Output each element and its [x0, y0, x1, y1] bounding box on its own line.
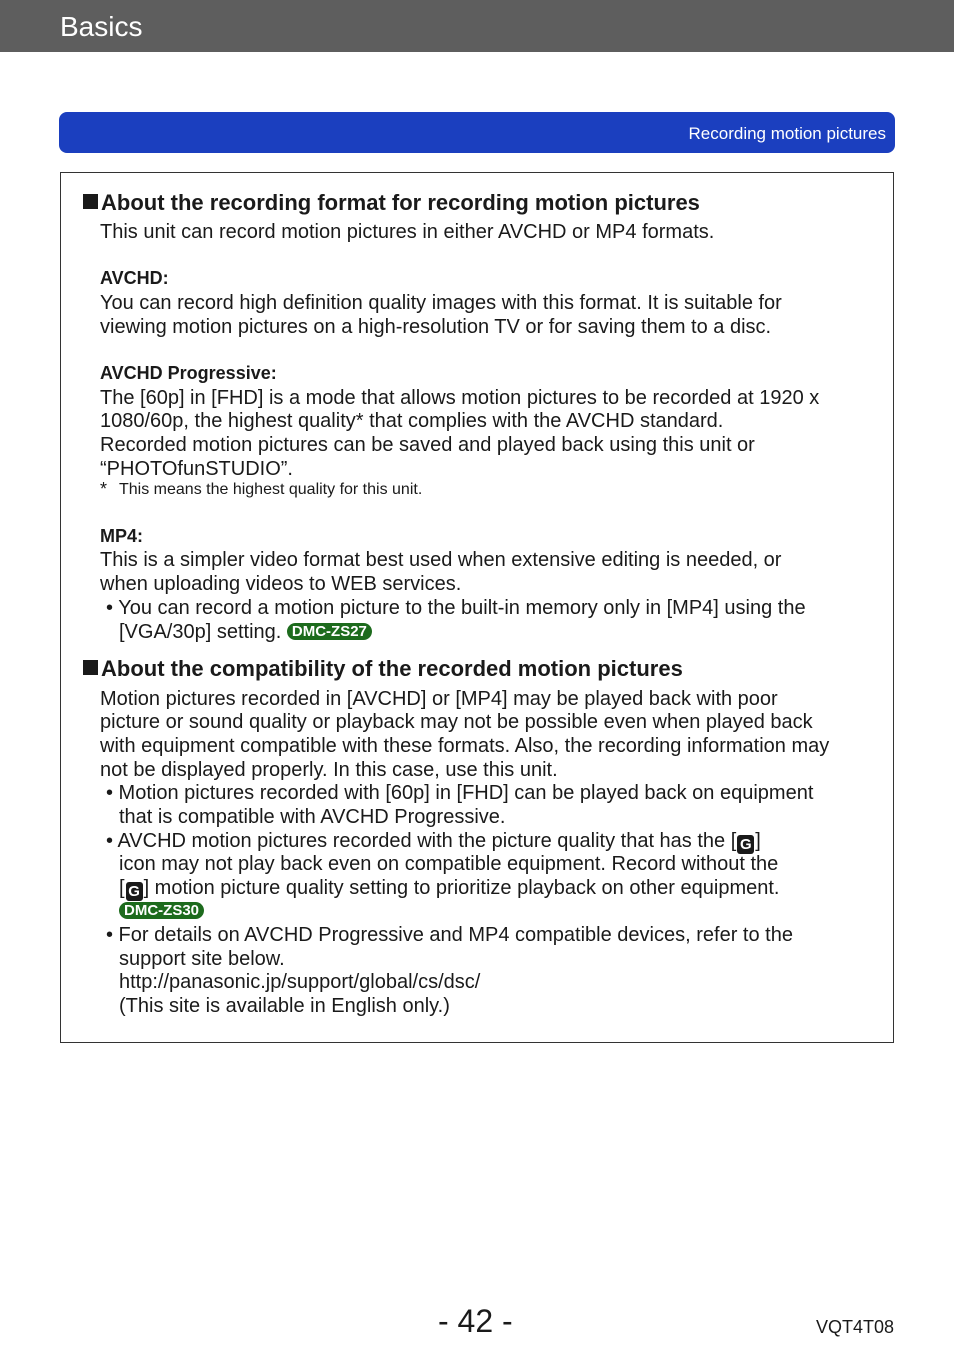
- mp4-bullet-cont: [VGA/30p] setting. DMC-ZS27: [119, 622, 372, 642]
- compat-heading: About the compatibility of the recorded motion pictures: [83, 658, 683, 680]
- support-url[interactable]: http://panasonic.jp/support/global/cs/dsc/: [119, 971, 481, 993]
- avchd-line: viewing motion pictures on a high-resolution TV or for saving them to a disc.: [100, 316, 772, 338]
- doc-code: VQT4T08: [815, 1317, 894, 1337]
- avchd-line: You can record high definition quality images with this format. It is suitable for: [100, 292, 782, 314]
- square-bullet-icon: [83, 194, 98, 209]
- quality-g-icon: G: [737, 835, 754, 854]
- format-intro: This unit can record motion pictures in either AVCHD or MP4 formats.: [100, 221, 715, 243]
- compat-para-line: not be displayed properly. In this case, use this unit.: [100, 759, 558, 781]
- avchd-progressive-line: “PHOTOfunSTUDIO”.: [100, 458, 293, 480]
- compat-bullet: • For details on AVCHD Progressive and MP4 compatible devices, refer to the: [106, 924, 793, 946]
- mp4-label: MP4:: [100, 526, 144, 546]
- compat-bullet-cont: icon may not play back even on compatible equipment. Record without the: [119, 853, 779, 875]
- section-bar: [59, 112, 895, 153]
- compat-bullet-cont: support site below.: [119, 948, 285, 970]
- quality-g-icon: G: [126, 882, 143, 901]
- compat-para-line: picture or sound quality or playback may not be possible even when played back: [100, 711, 813, 733]
- compat-bullet-cont: [ G ] motion picture quality setting to prioritize playback on other equipment.: [119, 877, 780, 900]
- compat-para-line: with equipment compatible with these formats. Also, the recording information may: [100, 735, 830, 757]
- model-badge: DMC-ZS27: [287, 623, 372, 640]
- compat-bullet: • AVCHD motion pictures recorded with the picture quality that has the [ G ]: [106, 830, 761, 853]
- compat-para-line: Motion pictures recorded in [AVCHD] or [MP4] may be played back with poor: [100, 688, 778, 710]
- page-number: - 42 -: [438, 1303, 513, 1339]
- avchd-label: AVCHD:: [100, 268, 169, 288]
- mp4-bullet: • You can record a motion picture to the built-in memory only in [MP4] using the: [106, 597, 806, 619]
- avchd-progressive-label: AVCHD Progressive:: [100, 363, 277, 383]
- avchd-progressive-line: The [60p] in [FHD] is a mode that allows motion pictures to be recorded at 1920 x: [100, 387, 820, 409]
- avchd-progressive-line: 1080/60p, the highest quality* that complies with the AVCHD standard.: [100, 410, 724, 432]
- mp4-line: when uploading videos to WEB services.: [100, 573, 462, 595]
- square-bullet-icon: [83, 660, 98, 675]
- model-badge-row: [119, 901, 204, 921]
- footnote-text: This means the highest quality for this unit.: [119, 481, 423, 498]
- header-title: Basics: [60, 11, 143, 42]
- avchd-progressive-line: Recorded motion pictures can be saved and played back using this unit or: [100, 434, 755, 456]
- header-bar: [0, 0, 954, 52]
- support-note: (This site is available in English only.): [119, 995, 450, 1017]
- footnote-mark: *: [100, 479, 108, 499]
- mp4-line: This is a simpler video format best used when extensive editing is needed, or: [100, 549, 782, 571]
- compat-bullet: • Motion pictures recorded with [60p] in [FHD] can be played back on equipment: [106, 782, 814, 804]
- section-label: Recording motion pictures: [688, 124, 886, 143]
- compat-bullet-cont: that is compatible with AVCHD Progressive.: [119, 806, 506, 828]
- model-badge: DMC-ZS30: [119, 902, 204, 919]
- format-heading: About the recording format for recording motion pictures: [83, 192, 700, 214]
